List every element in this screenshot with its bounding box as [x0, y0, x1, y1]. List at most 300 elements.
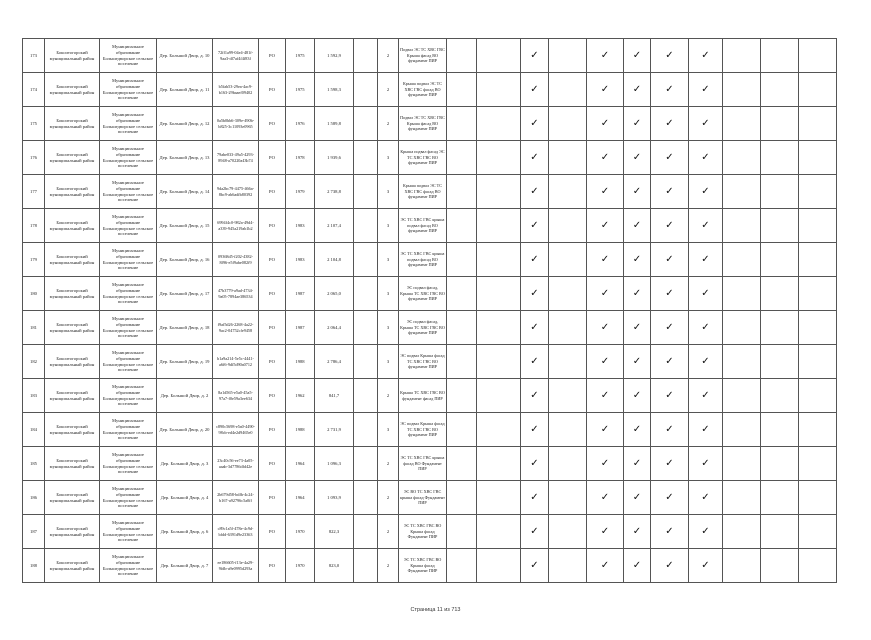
- check-mark-icon: ✓: [521, 73, 549, 107]
- empty-cell: [723, 481, 761, 515]
- empty-cell: [799, 515, 837, 549]
- empty-cell: [549, 209, 587, 243]
- floor-count: 3: [378, 243, 399, 277]
- municipality: Бокситогорский муниципальный район: [45, 107, 100, 141]
- check-mark-icon: ✓: [651, 107, 689, 141]
- fund-form: РО: [259, 549, 286, 583]
- house-guid: 2b679d58-bdfb-4c24-b167-a92796c5a0ff: [213, 481, 259, 515]
- empty-cell: [723, 107, 761, 141]
- check-mark-icon: ✓: [689, 447, 723, 481]
- check-mark-icon: ✓: [521, 515, 549, 549]
- table-row: [23, 345, 837, 379]
- empty-cell: [549, 311, 587, 345]
- address: Дер. Большой Двор, д. 6: [157, 515, 213, 549]
- row-number: 188: [23, 549, 45, 583]
- check-mark-icon: ✓: [521, 447, 549, 481]
- house-guid: b1a9a214-5e5c-4441-a6f6-9df5d90a0712: [213, 345, 259, 379]
- check-mark-icon: ✓: [651, 73, 689, 107]
- floor-count: 2: [378, 549, 399, 583]
- settlement: Муниципальное образование Большедворское сельское поселение: [100, 549, 157, 583]
- empty-cell: [354, 311, 378, 345]
- address: Дер. Большой Двор, д. 4: [157, 481, 213, 515]
- fund-form: РО: [259, 345, 286, 379]
- settlement: Муниципальное образование Большедворское сельское поселение: [100, 39, 157, 73]
- work-types: ЭС ТС ХВС ГВС крыша подвал фасад ВО фундамент ПИР: [399, 209, 447, 243]
- check-mark-icon: ✓: [689, 515, 723, 549]
- check-mark-icon: ✓: [587, 311, 624, 345]
- empty-cell: [477, 209, 521, 243]
- empty-cell: [447, 481, 477, 515]
- municipality: Бокситогорский муниципальный район: [45, 209, 100, 243]
- empty-cell: [477, 345, 521, 379]
- check-mark-icon: ✓: [689, 379, 723, 413]
- empty-cell: [447, 73, 477, 107]
- empty-cell: [761, 515, 799, 549]
- check-mark-icon: ✓: [689, 141, 723, 175]
- empty-cell: [354, 175, 378, 209]
- address: Дер. Большой Двор, д. 20: [157, 413, 213, 447]
- check-mark-icon: ✓: [689, 175, 723, 209]
- empty-cell: [477, 73, 521, 107]
- build-year: 1975: [286, 73, 315, 107]
- house-guid: 72ff1a99-04e4-481f-9aa3-df7af4f4f83f: [213, 39, 259, 73]
- municipality: Бокситогорский муниципальный район: [45, 141, 100, 175]
- fund-form: РО: [259, 39, 286, 73]
- check-mark-icon: ✓: [624, 107, 651, 141]
- settlement: Муниципальное образование Большедворское сельское поселение: [100, 209, 157, 243]
- empty-cell: [761, 481, 799, 515]
- table-row: [23, 73, 837, 107]
- municipality: Бокситогорский муниципальный район: [45, 311, 100, 345]
- empty-cell: [723, 549, 761, 583]
- row-number: 183: [23, 379, 45, 413]
- empty-cell: [799, 107, 837, 141]
- address: Дер. Большой Двор, д. 13: [157, 141, 213, 175]
- check-mark-icon: ✓: [624, 447, 651, 481]
- row-number: 182: [23, 345, 45, 379]
- check-mark-icon: ✓: [587, 209, 624, 243]
- empty-cell: [354, 107, 378, 141]
- empty-cell: [723, 379, 761, 413]
- total-area: 2 731,9: [315, 413, 354, 447]
- empty-cell: [549, 379, 587, 413]
- build-year: 1988: [286, 413, 315, 447]
- empty-cell: [723, 39, 761, 73]
- settlement: Муниципальное образование Большедворское сельское поселение: [100, 175, 157, 209]
- municipality: Бокситогорский муниципальный район: [45, 73, 100, 107]
- table-row: [23, 243, 837, 277]
- check-mark-icon: ✓: [689, 39, 723, 73]
- empty-cell: [477, 311, 521, 345]
- address: Дер. Большой Двор, д. 7: [157, 549, 213, 583]
- check-mark-icon: ✓: [587, 39, 624, 73]
- empty-cell: [477, 413, 521, 447]
- check-mark-icon: ✓: [651, 515, 689, 549]
- floor-count: 2: [378, 107, 399, 141]
- check-mark-icon: ✓: [689, 345, 723, 379]
- municipality: Бокситогорский муниципальный район: [45, 277, 100, 311]
- work-types: Крыша подвал ЭС ТС ХВС ГВС фасад ВО фундамент ПИР: [399, 175, 447, 209]
- empty-cell: [549, 39, 587, 73]
- work-types: Подвал ЭС ТС ХВС ГВС Крыша фасад ВО фундамент ПИР: [399, 107, 447, 141]
- check-mark-icon: ✓: [521, 311, 549, 345]
- empty-cell: [799, 175, 837, 209]
- total-area: 2 107,4: [315, 209, 354, 243]
- check-mark-icon: ✓: [587, 447, 624, 481]
- build-year: 1970: [286, 515, 315, 549]
- total-area: 2 738,8: [315, 175, 354, 209]
- empty-cell: [723, 209, 761, 243]
- build-year: 1964: [286, 481, 315, 515]
- check-mark-icon: ✓: [587, 175, 624, 209]
- check-mark-icon: ✓: [521, 345, 549, 379]
- settlement: Муниципальное образование Большедворское сельское поселение: [100, 73, 157, 107]
- empty-cell: [549, 73, 587, 107]
- empty-cell: [799, 243, 837, 277]
- floor-count: 2: [378, 379, 399, 413]
- empty-cell: [549, 175, 587, 209]
- house-guid: 79abe033-49a5-4293-8948-a70220a43b74: [213, 141, 259, 175]
- empty-cell: [477, 107, 521, 141]
- empty-cell: [447, 277, 477, 311]
- empty-cell: [447, 39, 477, 73]
- empty-cell: [447, 345, 477, 379]
- empty-cell: [723, 447, 761, 481]
- check-mark-icon: ✓: [521, 379, 549, 413]
- empty-cell: [723, 277, 761, 311]
- floor-count: 2: [378, 481, 399, 515]
- house-guid: 8a1d565-e5a0-45a5-97a7-f0e59a3ee634: [213, 379, 259, 413]
- row-number: 187: [23, 515, 45, 549]
- empty-cell: [761, 73, 799, 107]
- check-mark-icon: ✓: [651, 549, 689, 583]
- house-guid: 47b3779-a9ad-4734-9a05-7894ae386534: [213, 277, 259, 311]
- fund-form: РО: [259, 379, 286, 413]
- check-mark-icon: ✓: [651, 141, 689, 175]
- municipality: Бокситогорский муниципальный район: [45, 413, 100, 447]
- check-mark-icon: ✓: [651, 413, 689, 447]
- empty-cell: [761, 345, 799, 379]
- table-row: [23, 39, 837, 73]
- settlement: Муниципальное образование Большедворское сельское поселение: [100, 141, 157, 175]
- empty-cell: [723, 73, 761, 107]
- empty-cell: [723, 243, 761, 277]
- build-year: 1983: [286, 243, 315, 277]
- empty-cell: [723, 311, 761, 345]
- fund-form: РО: [259, 515, 286, 549]
- total-area: 823,0: [315, 549, 354, 583]
- municipality: Бокситогорский муниципальный район: [45, 243, 100, 277]
- check-mark-icon: ✓: [651, 243, 689, 277]
- fund-form: РО: [259, 175, 286, 209]
- house-guid: c89c1a5f-478e-4c9d-bfdd-6391d9e23363: [213, 515, 259, 549]
- total-area: 1 592,9: [315, 39, 354, 73]
- address: Дер. Большой Двор, д. 18: [157, 311, 213, 345]
- check-mark-icon: ✓: [651, 481, 689, 515]
- check-mark-icon: ✓: [689, 209, 723, 243]
- floor-count: 3: [378, 175, 399, 209]
- work-types: ЭС подвал Крыша фасад ТС ХВС ГВС ВО фундамент ПИР: [399, 413, 447, 447]
- empty-cell: [723, 175, 761, 209]
- empty-cell: [761, 311, 799, 345]
- empty-cell: [354, 73, 378, 107]
- work-types: ЭС ТС ХВС ГВС крыша фасад ВО Фундамент ПИР: [399, 447, 447, 481]
- empty-cell: [799, 481, 837, 515]
- municipality: Бокситогорский муниципальный район: [45, 447, 100, 481]
- empty-cell: [549, 549, 587, 583]
- floor-count: 3: [378, 277, 399, 311]
- table-row: [23, 311, 837, 345]
- table-row: [23, 141, 837, 175]
- total-area: 2 104,8: [315, 243, 354, 277]
- house-guid: c890c5698-e5a0-4490-98cb-ed4e2d9465e0: [213, 413, 259, 447]
- table-row: [23, 107, 837, 141]
- check-mark-icon: ✓: [651, 39, 689, 73]
- table-row: [23, 277, 837, 311]
- municipality: Бокситогорский муниципальный район: [45, 175, 100, 209]
- empty-cell: [477, 447, 521, 481]
- address: Дер. Большой Двор, д. 10: [157, 39, 213, 73]
- check-mark-icon: ✓: [624, 379, 651, 413]
- address: Дер. Большой Двор, д. 12: [157, 107, 213, 141]
- address: Дер. Большой Двор, д. 2: [157, 379, 213, 413]
- total-area: 1 598,3: [315, 73, 354, 107]
- empty-cell: [354, 39, 378, 73]
- work-types: Крыша подвал ЭС ТС ХВС ГВС фасад ВО фундамент ПИР: [399, 73, 447, 107]
- empty-cell: [447, 209, 477, 243]
- empty-cell: [477, 379, 521, 413]
- empty-cell: [447, 311, 477, 345]
- check-mark-icon: ✓: [651, 447, 689, 481]
- empty-cell: [447, 447, 477, 481]
- empty-cell: [799, 345, 837, 379]
- check-mark-icon: ✓: [624, 243, 651, 277]
- settlement: Муниципальное образование Большедворское сельское поселение: [100, 447, 157, 481]
- empty-cell: [799, 39, 837, 73]
- check-mark-icon: ✓: [624, 175, 651, 209]
- fund-form: РО: [259, 141, 286, 175]
- check-mark-icon: ✓: [521, 39, 549, 73]
- empty-cell: [761, 413, 799, 447]
- table-row: [23, 413, 837, 447]
- check-mark-icon: ✓: [587, 73, 624, 107]
- empty-cell: [477, 39, 521, 73]
- row-number: 180: [23, 277, 45, 311]
- fund-form: РО: [259, 311, 286, 345]
- check-mark-icon: ✓: [521, 175, 549, 209]
- empty-cell: [799, 73, 837, 107]
- empty-cell: [354, 447, 378, 481]
- work-types: ЭС подвал фасад, Крыша ТС ХВС ГВС ВО фундамент ПИР: [399, 277, 447, 311]
- build-year: 1976: [286, 107, 315, 141]
- municipality: Бокситогорский муниципальный район: [45, 39, 100, 73]
- total-area: 1 939,6: [315, 141, 354, 175]
- settlement: Муниципальное образование Большедворское сельское поселение: [100, 243, 157, 277]
- table-row: [23, 515, 837, 549]
- address: Дер. Большой Двор, д. 14: [157, 175, 213, 209]
- municipality: Бокситогорский муниципальный район: [45, 481, 100, 515]
- check-mark-icon: ✓: [587, 107, 624, 141]
- floor-count: 2: [378, 39, 399, 73]
- check-mark-icon: ✓: [521, 209, 549, 243]
- build-year: 1962: [286, 379, 315, 413]
- build-year: 1975: [286, 39, 315, 73]
- fund-form: РО: [259, 73, 286, 107]
- table-row: [23, 209, 837, 243]
- check-mark-icon: ✓: [689, 311, 723, 345]
- empty-cell: [354, 277, 378, 311]
- check-mark-icon: ✓: [651, 379, 689, 413]
- empty-cell: [354, 379, 378, 413]
- empty-cell: [549, 243, 587, 277]
- check-mark-icon: ✓: [587, 345, 624, 379]
- row-number: 184: [23, 413, 45, 447]
- empty-cell: [477, 277, 521, 311]
- house-guid: 0a5b0bb6-309e-490b-b825-3c11093e0965: [213, 107, 259, 141]
- fund-form: РО: [259, 413, 286, 447]
- house-guid: ee186605-f13e-4a29-9fdb-a9e0995d293a: [213, 549, 259, 583]
- settlement: Муниципальное образование Большедворское сельское поселение: [100, 379, 157, 413]
- check-mark-icon: ✓: [521, 243, 549, 277]
- floor-count: 3: [378, 413, 399, 447]
- empty-cell: [549, 447, 587, 481]
- check-mark-icon: ✓: [689, 413, 723, 447]
- empty-cell: [761, 175, 799, 209]
- house-guid: 9da2bc79-4475-466a-8bc9-ab6adfb80392: [213, 175, 259, 209]
- row-number: 179: [23, 243, 45, 277]
- empty-cell: [477, 515, 521, 549]
- check-mark-icon: ✓: [689, 73, 723, 107]
- table-row: [23, 447, 837, 481]
- table-row: [23, 549, 837, 583]
- empty-cell: [477, 243, 521, 277]
- check-mark-icon: ✓: [689, 277, 723, 311]
- empty-cell: [799, 549, 837, 583]
- empty-cell: [761, 447, 799, 481]
- empty-cell: [761, 549, 799, 583]
- check-mark-icon: ✓: [624, 481, 651, 515]
- check-mark-icon: ✓: [587, 277, 624, 311]
- row-number: 185: [23, 447, 45, 481]
- page-footer: Страница 11 из 713: [410, 607, 461, 613]
- table-row: [23, 175, 837, 209]
- table-body: [23, 39, 837, 583]
- settlement: Муниципальное образование Большедворское сельское поселение: [100, 107, 157, 141]
- build-year: 1970: [286, 549, 315, 583]
- settlement: Муниципальное образование Большедворское сельское поселение: [100, 413, 157, 447]
- total-area: 2 065,0: [315, 277, 354, 311]
- check-mark-icon: ✓: [587, 413, 624, 447]
- check-mark-icon: ✓: [624, 39, 651, 73]
- settlement: Муниципальное образование Большедворское сельское поселение: [100, 515, 157, 549]
- floor-count: 3: [378, 345, 399, 379]
- check-mark-icon: ✓: [624, 549, 651, 583]
- empty-cell: [447, 175, 477, 209]
- house-guid: 23c40c56-ee73-4a05-aaab-3d7786dfd42e: [213, 447, 259, 481]
- check-mark-icon: ✓: [587, 515, 624, 549]
- check-mark-icon: ✓: [624, 141, 651, 175]
- empty-cell: [549, 141, 587, 175]
- empty-cell: [447, 107, 477, 141]
- empty-cell: [354, 209, 378, 243]
- empty-cell: [354, 413, 378, 447]
- empty-cell: [723, 515, 761, 549]
- fund-form: РО: [259, 277, 286, 311]
- empty-cell: [799, 141, 837, 175]
- check-mark-icon: ✓: [651, 277, 689, 311]
- housing-register-table: [22, 38, 837, 583]
- empty-cell: [447, 141, 477, 175]
- empty-cell: [447, 549, 477, 583]
- address: Дер. Большой Двор, д. 11: [157, 73, 213, 107]
- empty-cell: [761, 243, 799, 277]
- work-types: Крыша подвал фасад ЭС ТС ХВС ГВС ВО фундамент ПИР: [399, 141, 447, 175]
- empty-cell: [549, 515, 587, 549]
- build-year: 1987: [286, 311, 315, 345]
- row-number: 181: [23, 311, 45, 345]
- fund-form: РО: [259, 447, 286, 481]
- municipality: Бокситогорский муниципальный район: [45, 549, 100, 583]
- fund-form: РО: [259, 107, 286, 141]
- row-number: 176: [23, 141, 45, 175]
- empty-cell: [799, 447, 837, 481]
- check-mark-icon: ✓: [651, 175, 689, 209]
- empty-cell: [723, 141, 761, 175]
- empty-cell: [723, 413, 761, 447]
- check-mark-icon: ✓: [624, 277, 651, 311]
- check-mark-icon: ✓: [689, 107, 723, 141]
- check-mark-icon: ✓: [651, 345, 689, 379]
- empty-cell: [799, 209, 837, 243]
- house-guid: 6994f4c0-982a-49d4-a339-945a219ab1b2: [213, 209, 259, 243]
- table-row: [23, 379, 837, 413]
- empty-cell: [549, 107, 587, 141]
- empty-cell: [799, 277, 837, 311]
- row-number: 177: [23, 175, 45, 209]
- floor-count: 3: [378, 311, 399, 345]
- work-types: ЭС ТС ХВС ГВС крыша подвал фасад ВО фундамент ПИР: [399, 243, 447, 277]
- total-area: 841,7: [315, 379, 354, 413]
- empty-cell: [761, 209, 799, 243]
- empty-cell: [447, 379, 477, 413]
- empty-cell: [354, 515, 378, 549]
- work-types: ЭС подвал Крыша фасад ТС ХВС ГВС ВО фундамент ПИР: [399, 345, 447, 379]
- empty-cell: [447, 515, 477, 549]
- check-mark-icon: ✓: [651, 209, 689, 243]
- total-area: 1 093,9: [315, 481, 354, 515]
- row-number: 175: [23, 107, 45, 141]
- empty-cell: [354, 345, 378, 379]
- empty-cell: [354, 481, 378, 515]
- check-mark-icon: ✓: [624, 345, 651, 379]
- work-types: Подвал ЭС ТС ХВС ГВС Крыша фасад ВО фундамент ПИР: [399, 39, 447, 73]
- total-area: 2 786,4: [315, 345, 354, 379]
- check-mark-icon: ✓: [521, 481, 549, 515]
- empty-cell: [761, 39, 799, 73]
- floor-count: 3: [378, 141, 399, 175]
- house-guid: f9af5d26-2268-4a22-9ac2-04752cfe9458: [213, 311, 259, 345]
- empty-cell: [447, 243, 477, 277]
- empty-cell: [354, 549, 378, 583]
- total-area: 1 589,8: [315, 107, 354, 141]
- row-number: 173: [23, 39, 45, 73]
- check-mark-icon: ✓: [689, 549, 723, 583]
- address: Дер. Большой Двор, д. 3: [157, 447, 213, 481]
- work-types: ЭС подвал фасад, Крыша ТС ХВС ГВС ВО фундамент ПИР: [399, 311, 447, 345]
- empty-cell: [799, 379, 837, 413]
- check-mark-icon: ✓: [521, 277, 549, 311]
- work-types: ЭС ТС ХВС ГВС ВО Крыша фасад Фундамент ПИР: [399, 549, 447, 583]
